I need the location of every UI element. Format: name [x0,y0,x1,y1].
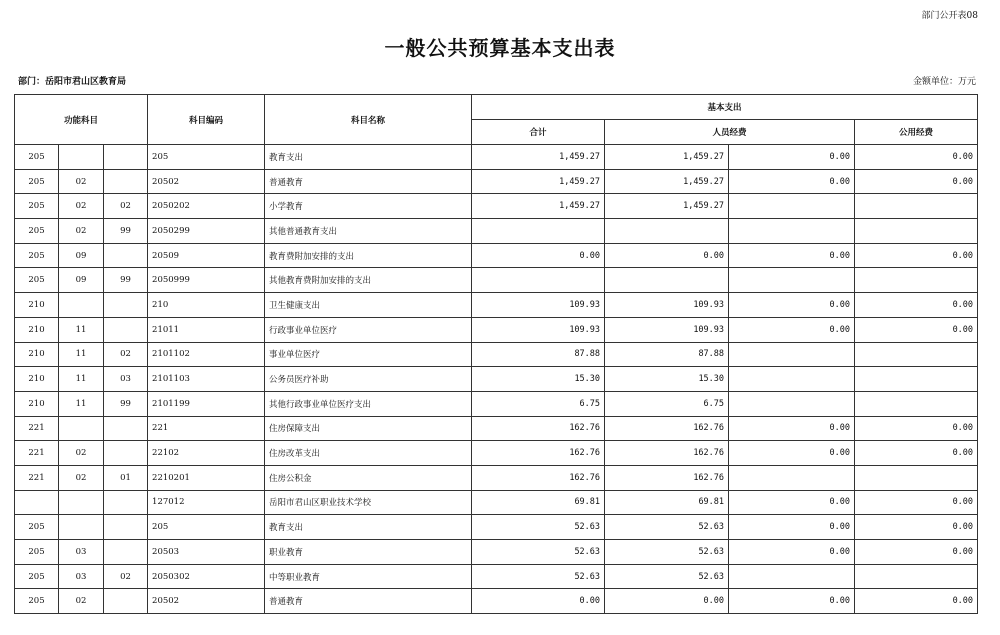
class-code-cell: 205 [15,194,59,219]
item-code-cell [104,169,148,194]
item-code-cell [104,416,148,441]
item-code-cell: 03 [104,367,148,392]
class-code-cell: 210 [15,367,59,392]
class-code-cell [15,490,59,515]
table-row [15,465,978,490]
public-cell [855,342,978,367]
category-code-cell: 02 [59,194,104,219]
public-cell: 0.00 [855,243,978,268]
subject-code-cell: 2101103 [148,367,265,392]
table-row [15,145,978,170]
personnel-cell [605,268,729,293]
table-row [15,540,978,565]
total-cell [472,268,605,293]
public-cell: 0.00 [855,145,978,170]
personnel-cell: 1,459.27 [605,194,729,219]
subject-name-cell: 其他普通教育支出 [265,219,472,244]
public-cell [855,391,978,416]
table-body [15,145,978,614]
public-cell: 0.00 [855,441,978,466]
personnel-sub-cell: 0.00 [729,145,855,170]
category-code-cell: 03 [59,564,104,589]
category-code-cell [59,416,104,441]
subject-name-cell: 事业单位医疗 [265,342,472,367]
public-cell [855,219,978,244]
total-cell: 109.93 [472,293,605,318]
total-cell: 162.76 [472,441,605,466]
class-code-cell: 205 [15,169,59,194]
item-code-cell [104,589,148,614]
personnel-cell: 87.88 [605,342,729,367]
personnel-sub-cell: 0.00 [729,515,855,540]
total-cell: 162.76 [472,416,605,441]
table-row [15,391,978,416]
category-code-cell: 11 [59,342,104,367]
header-basic-expenditure: 基本支出 [472,95,978,120]
subject-name-cell: 行政事业单位医疗 [265,317,472,342]
budget-table [14,94,978,614]
total-cell: 15.30 [472,367,605,392]
subject-name-cell: 普通教育 [265,589,472,614]
personnel-sub-cell [729,367,855,392]
total-cell: 1,459.27 [472,169,605,194]
personnel-cell: 162.76 [605,465,729,490]
subject-name-cell: 公务员医疗补助 [265,367,472,392]
personnel-cell [605,219,729,244]
total-cell: 87.88 [472,342,605,367]
category-code-cell [59,515,104,540]
total-cell: 1,459.27 [472,145,605,170]
subject-code-cell: 2050202 [148,194,265,219]
subject-code-cell: 127012 [148,490,265,515]
class-code-cell: 221 [15,441,59,466]
item-code-cell [104,317,148,342]
subject-code-cell: 221 [148,416,265,441]
category-code-cell: 11 [59,391,104,416]
personnel-sub-cell: 0.00 [729,243,855,268]
page-title: 一般公共预算基本支出表 [384,36,616,60]
class-code-cell: 205 [15,243,59,268]
personnel-sub-cell [729,194,855,219]
table-row [15,367,978,392]
header-personnel: 人员经费 [605,120,855,145]
public-cell [855,194,978,219]
public-cell [855,564,978,589]
table-row [15,416,978,441]
class-code-cell: 210 [15,317,59,342]
class-code-cell: 205 [15,145,59,170]
subject-name-cell: 卫生健康支出 [265,293,472,318]
personnel-cell: 1,459.27 [605,145,729,170]
table-row [15,564,978,589]
total-cell: 162.76 [472,465,605,490]
subject-code-cell: 2101102 [148,342,265,367]
personnel-cell: 109.93 [605,293,729,318]
item-code-cell: 99 [104,268,148,293]
personnel-cell: 0.00 [605,243,729,268]
category-code-cell: 02 [59,169,104,194]
total-cell [472,219,605,244]
personnel-sub-cell [729,564,855,589]
item-code-cell: 99 [104,391,148,416]
class-code-cell: 205 [15,219,59,244]
subject-code-cell: 2210201 [148,465,265,490]
item-code-cell: 99 [104,219,148,244]
personnel-sub-cell: 0.00 [729,540,855,565]
class-code-cell: 205 [15,268,59,293]
subject-code-cell: 2050999 [148,268,265,293]
table-row [15,515,978,540]
public-cell: 0.00 [855,293,978,318]
table-row [15,293,978,318]
subject-code-cell: 2050302 [148,564,265,589]
class-code-cell: 221 [15,416,59,441]
personnel-cell: 6.75 [605,391,729,416]
item-code-cell [104,515,148,540]
personnel-cell: 69.81 [605,490,729,515]
subject-code-cell: 205 [148,145,265,170]
subject-name-cell: 教育支出 [265,515,472,540]
subject-name-cell: 岳阳市君山区职业技术学校 [265,490,472,515]
public-cell: 0.00 [855,540,978,565]
public-cell: 0.00 [855,317,978,342]
personnel-cell: 52.63 [605,540,729,565]
item-code-cell: 01 [104,465,148,490]
class-code-cell: 210 [15,293,59,318]
personnel-cell: 0.00 [605,589,729,614]
table-row [15,169,978,194]
subject-name-cell: 小学教育 [265,194,472,219]
subject-code-cell: 2101199 [148,391,265,416]
subject-code-cell: 210 [148,293,265,318]
subject-name-cell: 住房改革支出 [265,441,472,466]
item-code-cell [104,145,148,170]
total-cell: 69.81 [472,490,605,515]
subject-name-cell: 住房保障支出 [265,416,472,441]
subject-code-cell: 20503 [148,540,265,565]
personnel-sub-cell [729,342,855,367]
category-code-cell [59,293,104,318]
table-row [15,194,978,219]
personnel-cell: 52.63 [605,564,729,589]
table-row [15,317,978,342]
class-code-cell: 205 [15,540,59,565]
total-cell: 52.63 [472,564,605,589]
category-code-cell: 09 [59,243,104,268]
subject-code-cell: 20502 [148,169,265,194]
personnel-cell: 162.76 [605,416,729,441]
total-cell: 109.93 [472,317,605,342]
subject-name-cell: 其他行政事业单位医疗支出 [265,391,472,416]
public-cell: 0.00 [855,416,978,441]
personnel-sub-cell: 0.00 [729,317,855,342]
personnel-sub-cell: 0.00 [729,416,855,441]
class-code-cell: 221 [15,465,59,490]
personnel-sub-cell [729,268,855,293]
subject-name-cell: 普通教育 [265,169,472,194]
class-code-cell: 205 [15,564,59,589]
header-functional-subject: 功能科目 [15,95,148,145]
personnel-cell: 109.93 [605,317,729,342]
personnel-cell: 162.76 [605,441,729,466]
personnel-sub-cell [729,465,855,490]
total-cell: 1,459.27 [472,194,605,219]
category-code-cell [59,490,104,515]
item-code-cell: 02 [104,194,148,219]
total-cell: 52.63 [472,515,605,540]
personnel-sub-cell [729,391,855,416]
personnel-sub-cell: 0.00 [729,169,855,194]
category-code-cell: 02 [59,465,104,490]
subject-name-cell: 教育支出 [265,145,472,170]
public-cell: 0.00 [855,589,978,614]
table-row [15,268,978,293]
subject-name-cell: 职业教育 [265,540,472,565]
class-code-cell: 210 [15,342,59,367]
department-label: 部门：岳阳市君山区教育局 [18,77,127,87]
header-total: 合计 [472,120,605,145]
subject-code-cell: 2050299 [148,219,265,244]
total-cell: 6.75 [472,391,605,416]
table-row [15,219,978,244]
public-cell [855,367,978,392]
table-row [15,441,978,466]
table-row [15,589,978,614]
personnel-cell: 52.63 [605,515,729,540]
subject-name-cell: 教育费附加安排的支出 [265,243,472,268]
personnel-sub-cell [729,219,855,244]
class-code-cell: 205 [15,589,59,614]
table-row [15,490,978,515]
table-row [15,342,978,367]
header-subject-name: 科目名称 [265,95,472,145]
subject-code-cell: 205 [148,515,265,540]
subject-code-cell: 20502 [148,589,265,614]
total-cell: 0.00 [472,243,605,268]
amount-unit-label: 金额单位：万元 [912,77,976,87]
public-cell [855,465,978,490]
personnel-cell: 1,459.27 [605,169,729,194]
category-code-cell: 11 [59,367,104,392]
item-code-cell [104,293,148,318]
personnel-cell: 15.30 [605,367,729,392]
table-number-label: 部门公开表08 [921,11,978,21]
total-cell: 52.63 [472,540,605,565]
subject-code-cell: 21011 [148,317,265,342]
item-code-cell: 02 [104,342,148,367]
personnel-sub-cell: 0.00 [729,589,855,614]
item-code-cell [104,441,148,466]
item-code-cell [104,243,148,268]
public-cell: 0.00 [855,490,978,515]
subject-code-cell: 22102 [148,441,265,466]
total-cell: 0.00 [472,589,605,614]
table-row [15,243,978,268]
personnel-sub-cell: 0.00 [729,441,855,466]
header-public: 公用经费 [855,120,978,145]
class-code-cell: 205 [15,515,59,540]
subject-code-cell: 20509 [148,243,265,268]
category-code-cell: 09 [59,268,104,293]
class-code-cell: 210 [15,391,59,416]
category-code-cell: 11 [59,317,104,342]
personnel-sub-cell: 0.00 [729,490,855,515]
subject-name-cell: 其他教育费附加安排的支出 [265,268,472,293]
item-code-cell [104,490,148,515]
header-subject-code: 科目编码 [148,95,265,145]
category-code-cell: 03 [59,540,104,565]
category-code-cell: 02 [59,589,104,614]
subject-name-cell: 中等职业教育 [265,564,472,589]
category-code-cell [59,145,104,170]
public-cell: 0.00 [855,169,978,194]
item-code-cell: 02 [104,564,148,589]
personnel-sub-cell: 0.00 [729,293,855,318]
item-code-cell [104,540,148,565]
category-code-cell: 02 [59,441,104,466]
public-cell: 0.00 [855,515,978,540]
public-cell [855,268,978,293]
category-code-cell: 02 [59,219,104,244]
subject-name-cell: 住房公积金 [265,465,472,490]
